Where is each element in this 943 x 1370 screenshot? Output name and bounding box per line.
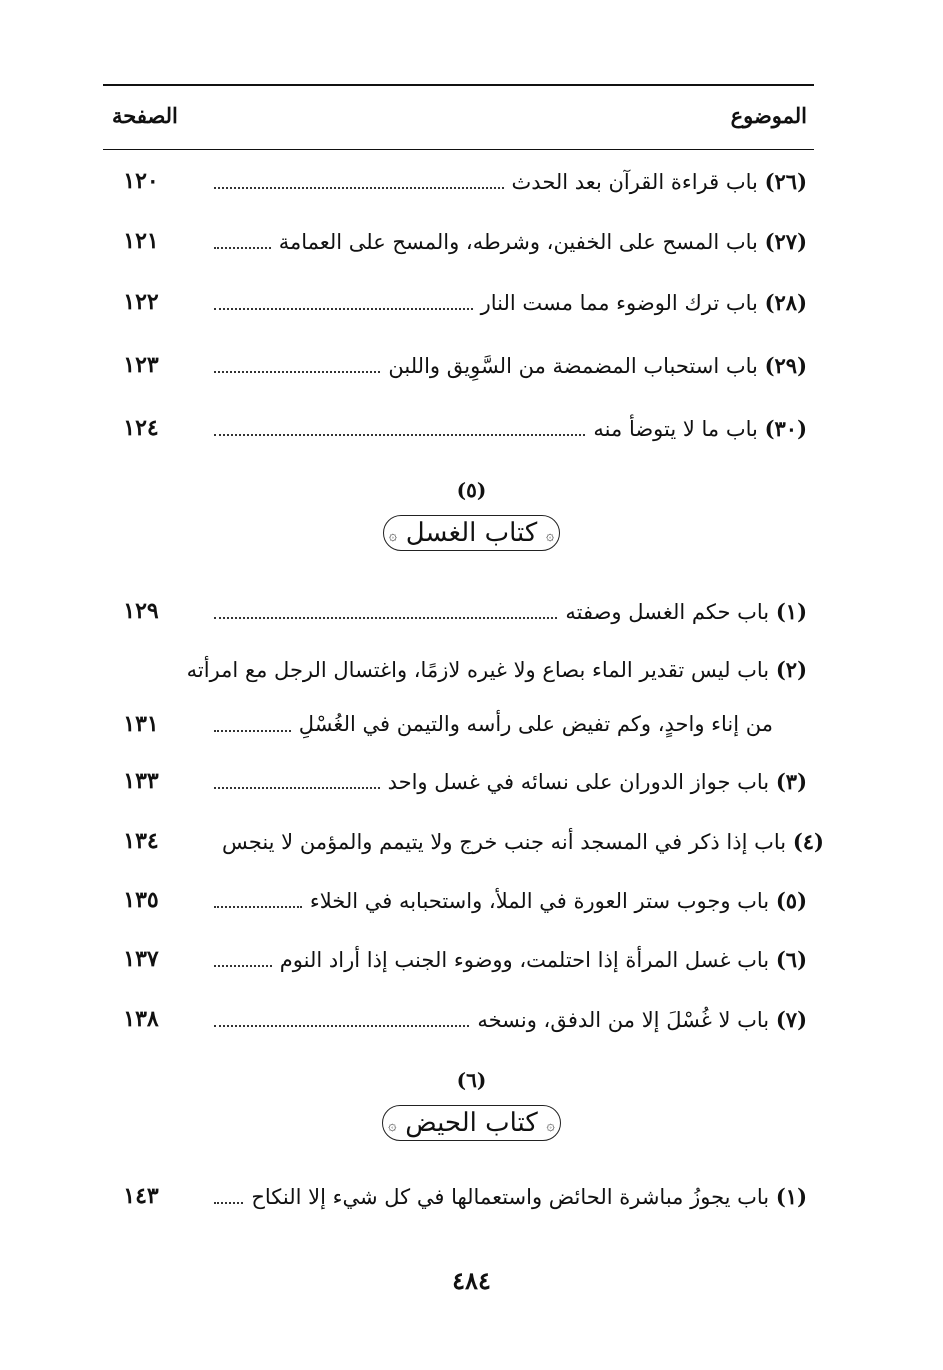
- entry-page: ١٢٠: [123, 168, 159, 194]
- entry-page: ١٣٥: [123, 887, 159, 913]
- book-number: (٥): [456, 478, 487, 502]
- entry-page: ١٢٢: [123, 289, 159, 315]
- toc-entry: [110, 821, 824, 861]
- entry-page: ١٣٨: [123, 1006, 159, 1032]
- toc-entry: [110, 282, 807, 322]
- page-column-header: الصفحة: [112, 103, 178, 128]
- entry-number: (٢٦): [764, 168, 807, 194]
- toc-entry-continuation: [110, 704, 807, 744]
- book-title-ornament: [0, 1105, 943, 1141]
- book-title-ornament: [0, 515, 943, 551]
- header-rule: [103, 149, 814, 150]
- entry-title: باب ترك الوضوء مما مست النار: [480, 290, 758, 315]
- topic-column-header: الموضوع: [730, 103, 807, 128]
- entry-title: باب يجوزُ مباشرة الحائض واستعمالها في كل شيء إلا النكاح: [251, 1184, 770, 1209]
- leader-dots: [214, 371, 380, 373]
- leader-dots: [214, 906, 302, 908]
- entry-page: ١٣٤: [123, 828, 159, 854]
- entry-number: (٤): [792, 828, 824, 854]
- entry-title-line1: باب ليس تقدير الماء بصاع ولا غيره لازمًا، واغتسال الرجل مع امرأته: [186, 658, 770, 682]
- leader-dots: [214, 247, 271, 249]
- leader-dots: [214, 308, 473, 310]
- entry-title: باب المسح على الخفين، وشرطه، والمسح على العمامة: [278, 229, 758, 254]
- toc-entry: [110, 761, 807, 801]
- toc-entry: [110, 1176, 807, 1216]
- page-number: ٤٨٤: [452, 1266, 491, 1295]
- entry-title: باب غسل المرأة إذا احتلمت، ووضوء الجنب إذا أراد النوم: [279, 947, 770, 972]
- entry-title: باب إذا ذكر في المسجد أنه جنب خرج ولا يتيمم والمؤمن لا ينجس: [222, 829, 787, 854]
- toc-entry: [110, 591, 807, 631]
- entry-number: (١): [775, 1183, 807, 1209]
- entry-title: باب حكم الغسل وصفته: [565, 599, 770, 624]
- entry-page: ١٢٣: [123, 352, 159, 378]
- toc-entry: [110, 880, 807, 920]
- leader-dots: [214, 1202, 243, 1204]
- leader-dots: [214, 787, 380, 789]
- entry-number: (٣): [775, 768, 807, 794]
- entry-page: ١٣٣: [123, 768, 159, 794]
- leader-dots: [214, 1025, 469, 1027]
- leader-dots: [214, 187, 504, 189]
- toc-entry: [110, 345, 807, 385]
- book-title: ۞ كتاب الحيض ۞: [382, 1105, 561, 1141]
- entry-number: (٢): [775, 657, 807, 682]
- toc-entry: [110, 408, 807, 448]
- entry-title: باب ما لا يتوضأ منه: [593, 416, 758, 441]
- entry-number: (١): [775, 598, 807, 624]
- entry-number: (٢٩): [764, 352, 807, 378]
- entry-number: (٣٠): [764, 415, 807, 441]
- book-number: (٦): [456, 1068, 487, 1092]
- entry-title: باب قراءة القرآن بعد الحدث: [511, 169, 758, 194]
- toc-entry: [110, 939, 807, 979]
- toc-entry: [110, 999, 807, 1039]
- entry-number: (٥): [775, 887, 807, 913]
- entry-number: (٧): [775, 1006, 807, 1032]
- entry-number: (٢٨): [764, 289, 807, 315]
- entry-title: باب استحباب المضمضة من السَّوِيق واللبن: [388, 353, 758, 378]
- book-title: ۞ كتاب الغسل ۞: [383, 515, 560, 551]
- entry-page: ١٢٩: [123, 598, 159, 624]
- entry-title: باب لا غُسْلَ إلا من الدفق، ونسخه: [477, 1007, 770, 1032]
- entry-number: (٦): [775, 946, 807, 972]
- leader-dots: [214, 617, 557, 619]
- entry-page: ١٤٣: [123, 1183, 159, 1209]
- entry-page: ١٢٤: [123, 415, 159, 441]
- leader-dots: [214, 965, 272, 967]
- entry-title: باب جواز الدوران على نسائه في غسل واحد: [387, 769, 770, 794]
- toc-entry: [110, 221, 807, 261]
- entry-title: باب وجوب ستر العورة في الملأ، واستحبابه في الخلاء: [309, 888, 770, 913]
- leader-dots: [214, 434, 585, 436]
- entry-page: ١٣٧: [123, 946, 159, 972]
- leader-dots: [214, 730, 291, 732]
- entry-number: (٢٧): [764, 228, 807, 254]
- entry-title-line2: من إناء واحدٍ، وكم تفيض على رأسه والتيمن في الغُسْلِ: [298, 712, 773, 736]
- toc-entry-multiline: [187, 657, 807, 682]
- entry-page: ١٢١: [123, 228, 159, 254]
- toc-entry: [110, 161, 807, 201]
- entry-page: ١٣١: [123, 711, 159, 737]
- top-rule: [103, 84, 814, 86]
